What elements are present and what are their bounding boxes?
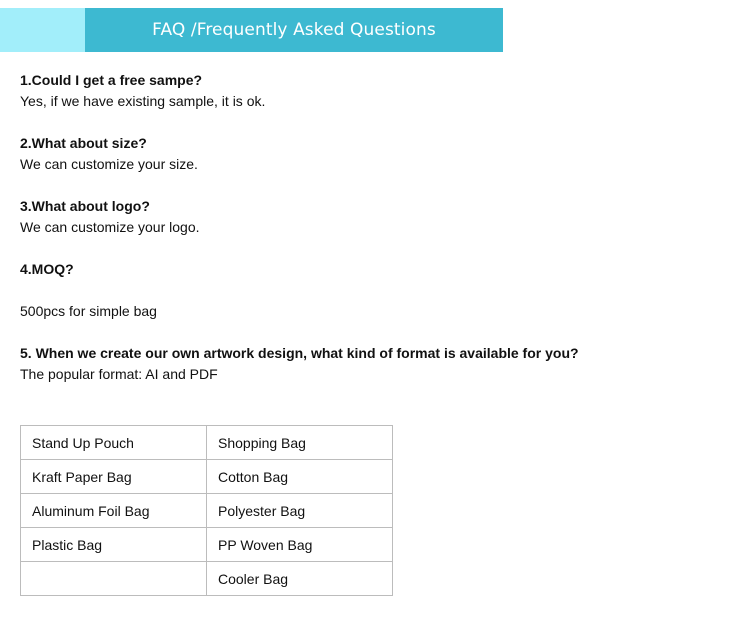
- table-cell: [21, 562, 207, 596]
- table-cell: Shopping Bag: [207, 426, 393, 460]
- table-cell: Cooler Bag: [207, 562, 393, 596]
- banner-title: FAQ /Frequently Asked Questions: [85, 8, 503, 52]
- table-cell: PP Woven Bag: [207, 528, 393, 562]
- faq-answer: Yes, if we have existing sample, it is ok.: [20, 93, 266, 109]
- product-types-table: [20, 425, 393, 596]
- faq-answer: The popular format: AI and PDF: [20, 366, 218, 382]
- faq-banner: [0, 8, 503, 52]
- table-cell: Kraft Paper Bag: [21, 460, 207, 494]
- faq-answer: 500pcs for simple bag: [20, 303, 157, 319]
- faq-item-5: [20, 343, 579, 385]
- faq-item-2: [20, 133, 198, 175]
- faq-item-3: [20, 196, 200, 238]
- faq-question: 1.Could I get a free sampe?: [20, 72, 203, 88]
- faq-question: 5. When we create our own artwork design, what kind of format is available for you?: [20, 345, 579, 361]
- table-row: [21, 562, 393, 596]
- table-cell: Aluminum Foil Bag: [21, 494, 207, 528]
- faq-answer: We can customize your logo.: [20, 219, 200, 235]
- table-row: [21, 460, 393, 494]
- faq-question: 2.What about size?: [20, 135, 147, 151]
- faq-question: 4.MOQ?: [20, 261, 74, 277]
- faq-item-4: [20, 259, 157, 322]
- faq-item-1: [20, 70, 265, 112]
- table-cell: Stand Up Pouch: [21, 426, 207, 460]
- banner-accent-block: [0, 8, 85, 52]
- table-cell: Plastic Bag: [21, 528, 207, 562]
- faq-answer: We can customize your size.: [20, 156, 198, 172]
- table-row: [21, 494, 393, 528]
- table-cell: Polyester Bag: [207, 494, 393, 528]
- table-row: [21, 426, 393, 460]
- table-cell: Cotton Bag: [207, 460, 393, 494]
- faq-question: 3.What about logo?: [20, 198, 150, 214]
- table-row: [21, 528, 393, 562]
